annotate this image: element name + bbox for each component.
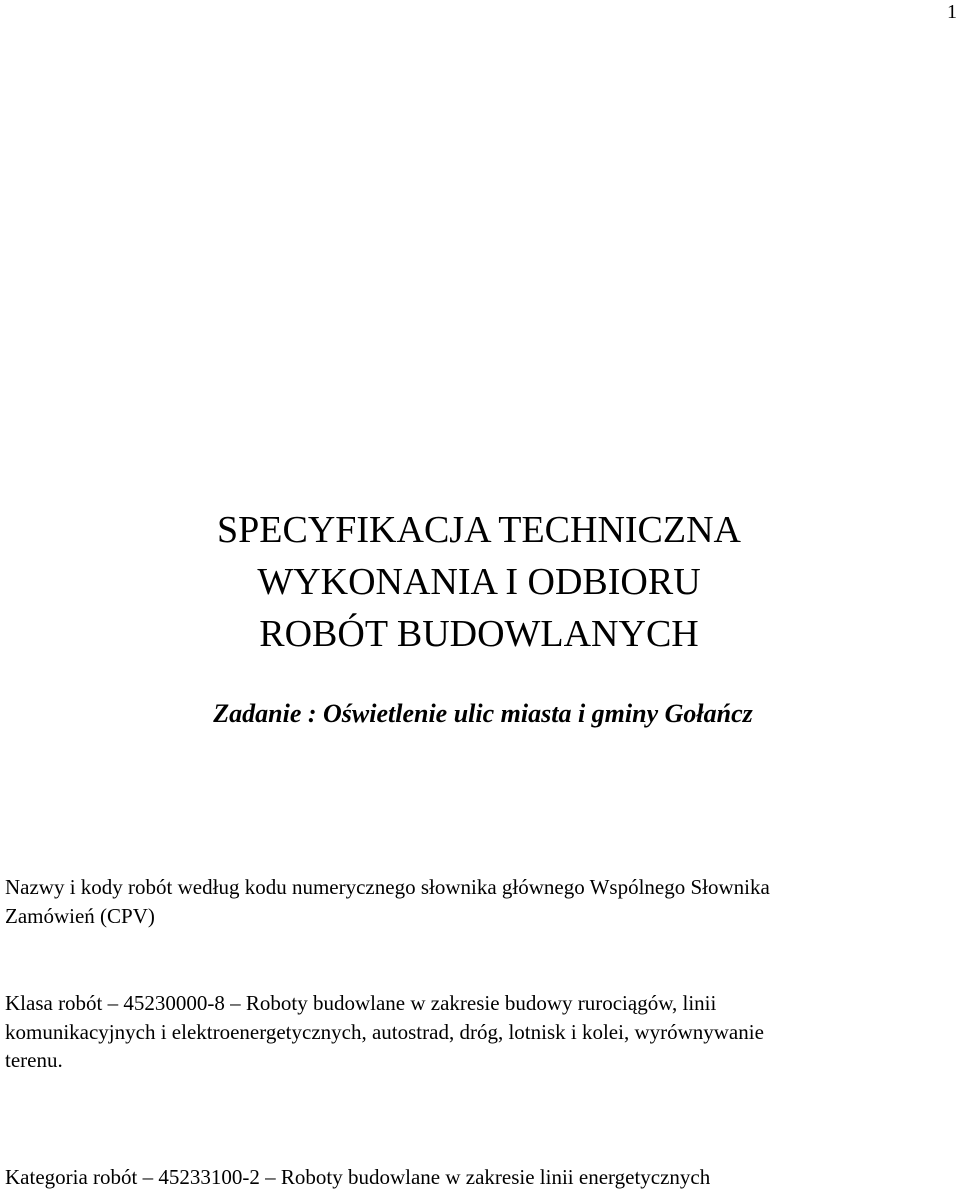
- work-category-paragraph: Kategoria robót – 45233100-2 – Roboty budowlane w zakresie linii energetycznych: [5, 1165, 711, 1189]
- document-title: [0, 504, 960, 660]
- title-line-1: SPECYFIKACJA TECHNICZNA: [217, 509, 741, 551]
- cpv-intro-paragraph: [5, 873, 935, 930]
- work-class-line-3: terenu.: [5, 1048, 63, 1072]
- work-class-paragraph: [5, 989, 935, 1075]
- work-class-line-1: Klasa robót – 45230000-8 – Roboty budowlane w zakresie budowy rurociągów, linii: [5, 991, 717, 1015]
- cpv-intro-line-2: Zamówień (CPV): [5, 903, 155, 928]
- title-line-2: WYKONANIA I ODBIORU: [257, 561, 701, 603]
- title-line-3: ROBÓT BUDOWLANYCH: [259, 613, 699, 655]
- work-class-line-2: komunikacyjnych i elektroenergetycznych, autostrad, dróg, lotnisk i kolei, wyrównywanie: [5, 1019, 764, 1044]
- task-heading: Zadanie : Oświetlenie ulic miasta i gminy Gołańcz: [213, 699, 753, 728]
- page-number: 1: [947, 1, 957, 23]
- cpv-intro-line-1: Nazwy i kody robót według kodu numerycznego słownika głównego Wspólnego Słownika: [5, 875, 770, 899]
